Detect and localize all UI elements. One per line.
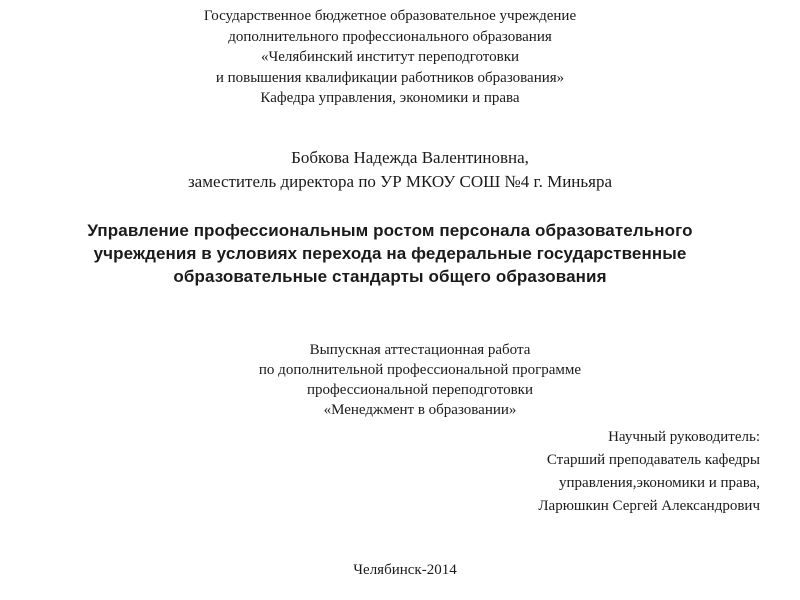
title-line: Управление профессиональным ростом персонала образовательного (87, 221, 693, 240)
work-line: профессиональной переподготовки (307, 382, 533, 398)
work-description (220, 340, 620, 420)
author-block (0, 146, 800, 194)
work-line: Выпускная аттестационная работа (309, 342, 531, 358)
title-line: учреждения в условиях перехода на федеральные государственные (93, 244, 687, 263)
supervisor-name: Ларюшкин Сергей Александрович (538, 498, 760, 514)
program-name: «Менеджмент в образовании» (323, 402, 517, 418)
work-title (0, 219, 780, 288)
institution-line: дополнительного профессионального образования (228, 28, 552, 45)
institution-line: «Челябинский институт переподготовки (260, 49, 520, 65)
work-line: по дополнительной профессиональной программе (258, 362, 582, 378)
title-line: образовательные стандарты общего образования (173, 267, 607, 286)
supervisor-block (538, 426, 760, 518)
supervisor-label: Научный руководитель: (608, 429, 760, 445)
author-name: Бобкова Надежда Валентиновна, (291, 148, 529, 167)
city-year-text: Челябинск-2014 (353, 562, 457, 578)
supervisor-line: Старший преподаватель кафедры (546, 452, 760, 468)
department-line: Кафедра управления, экономики и права (260, 90, 520, 106)
institution-line: Государственное бюджетное образовательное учреждение (203, 8, 577, 24)
institution-header (0, 6, 780, 109)
author-position: заместитель директора по УР МКОУ СОШ №4 г. Миньяра (187, 172, 613, 191)
city-year (0, 560, 800, 580)
supervisor-line: управления,экономики и права, (559, 475, 760, 491)
institution-line: и повышения квалификации работников образования» (215, 69, 565, 86)
